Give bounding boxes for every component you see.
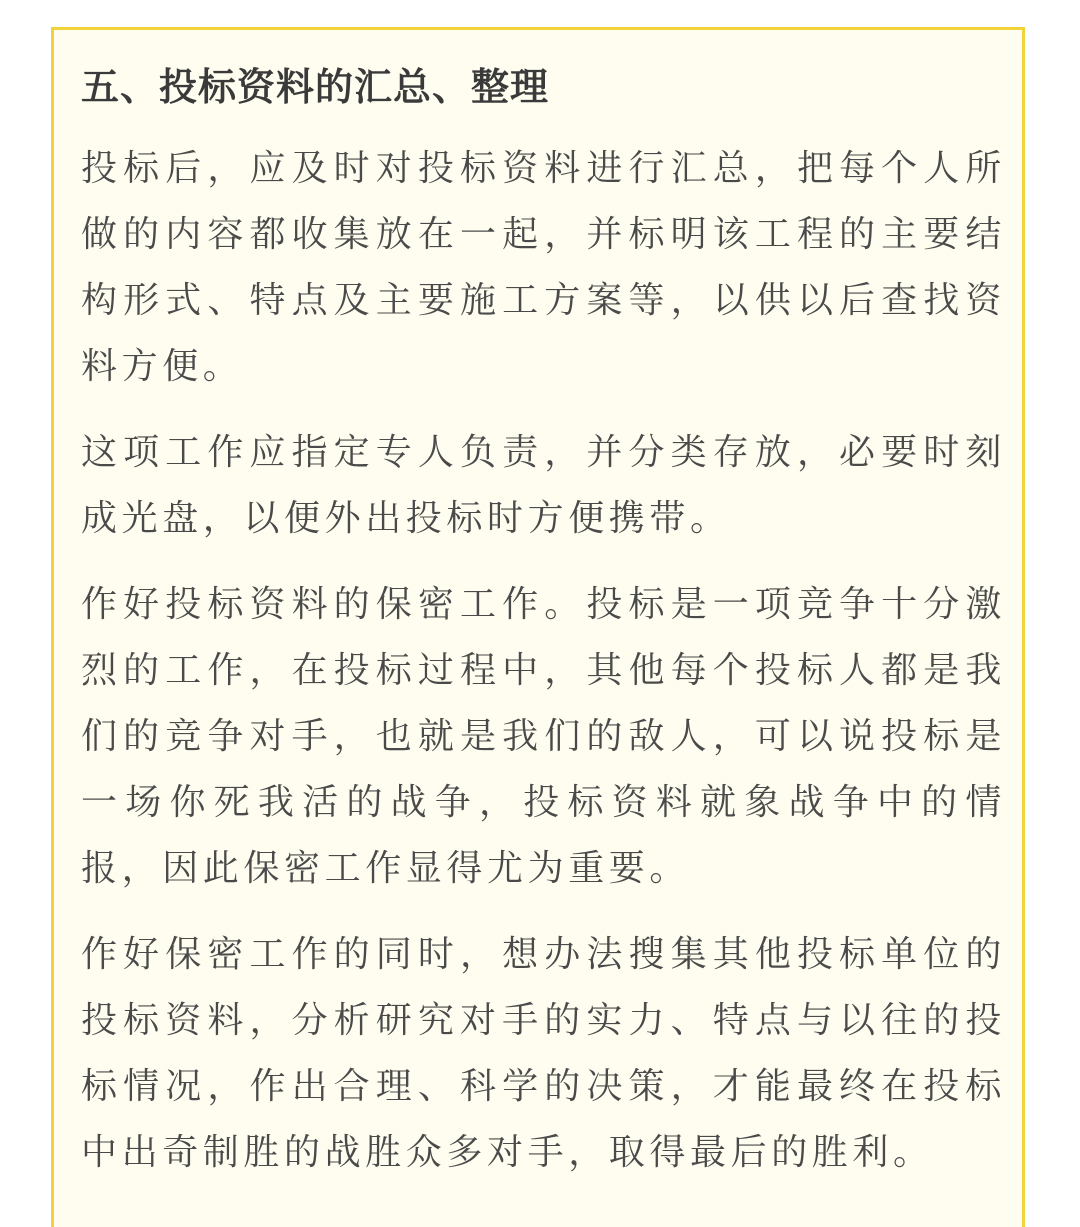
paragraph: 作好投标资料的保密工作。投标是一项竞争十分激烈的工作，在投标过程中，其他每个投标人都是我们的竞争对手，也就是我们的敌人，可以说投标是一场你死我活的战争，投标资料就象战争中的情报，因此保密工作显得尤为重要。 xyxy=(81,584,1006,889)
article-body xyxy=(81,60,1006,1206)
content-card xyxy=(51,27,1025,1227)
paragraph: 投标后，应及时对投标资料进行汇总，把每个人所做的内容都收集放在一起，并标明该工程的主要结构形式、特点及主要施工方案等，以供以后查找资料方便。 xyxy=(81,148,1006,387)
section-title: 五、投标资料的汇总、整理 xyxy=(81,65,550,109)
paragraph: 作好保密工作的同时，想办法搜集其他投标单位的投标资料，分析研究对手的实力、特点与以往的投标情况，作出合理、科学的决策，才能最终在投标中出奇制胜的战胜众多对手，取得最后的胜利。 xyxy=(81,934,1006,1173)
paragraph: 这项工作应指定专人负责，并分类存放，必要时刻成光盘，以便外出投标时方便携带。 xyxy=(81,432,1006,539)
